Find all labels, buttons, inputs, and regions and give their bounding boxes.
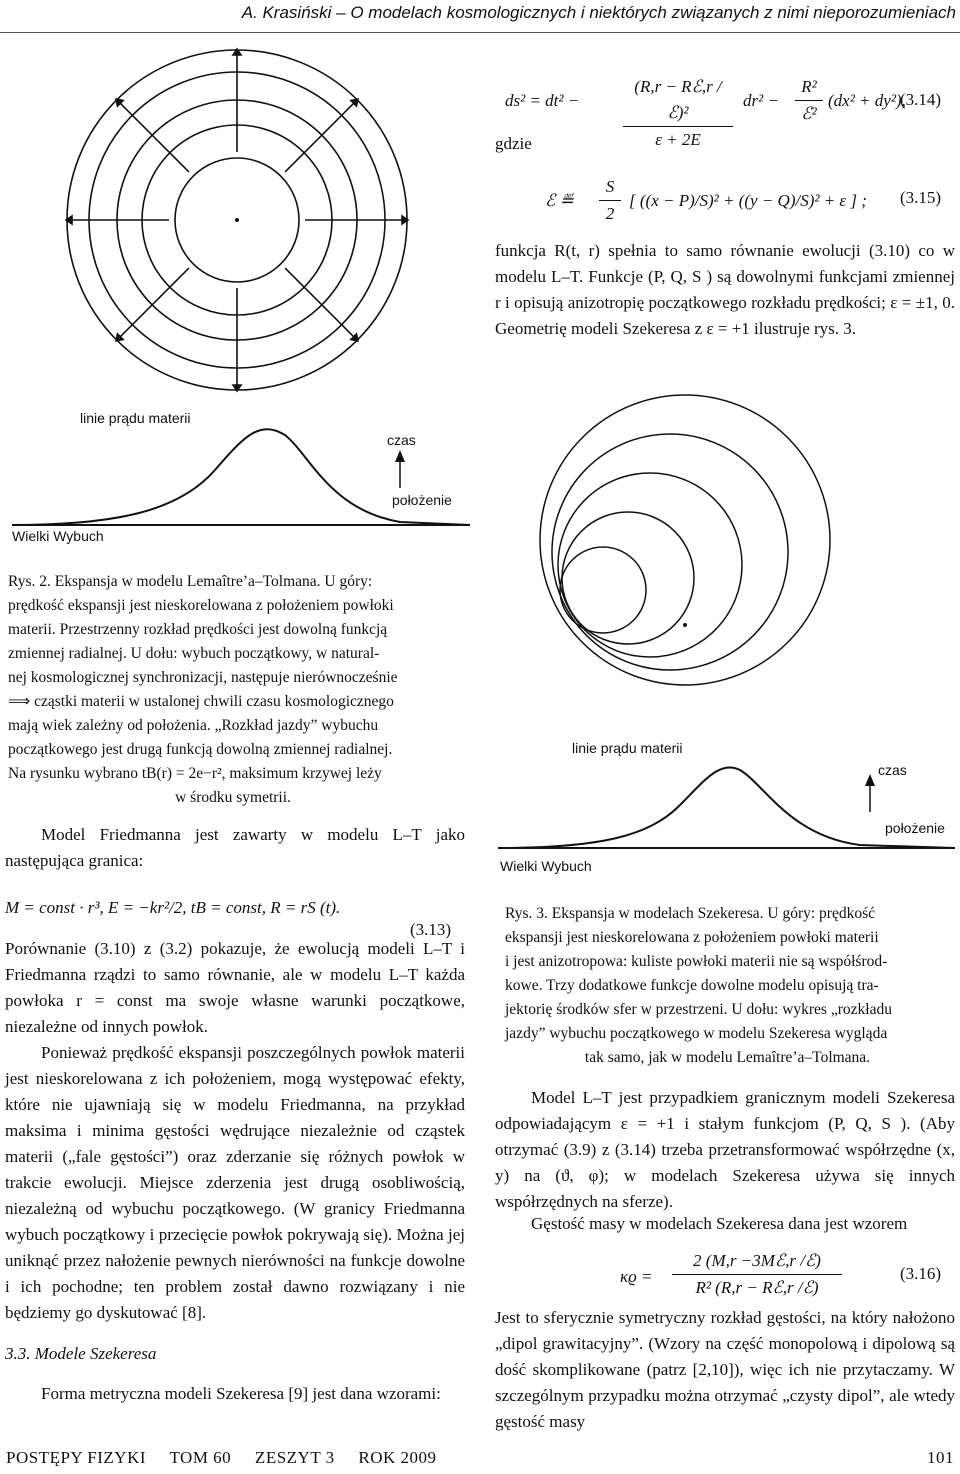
para-because: Ponieważ prędkość ekspansji poszczególnych powłok materii jest nieskorelowana z ich położeniem, mogą występować efekty, które nie ujawniają się w modelu Friedmanna, na przykład maksima i minima gęstości wędrujące niezależnie od cząstek materii („fale gęstości”) oraz zderzanie się różnych powłok w trakcie ewolucji. Miejsce zderzenia jest drugą osobliwością, niezależną od wybuchu początkowego. (W granicy Friedmanna wybuch początkowy i przecięcie powłok pokrywają się). Można jej uniknąć przez nałożenie pewnych nierówności na funkcje dowolne i ich pochodne; ten problem został dawno rozwiązany i nie będziemy go dyskutować [8]. xyxy=(5,1043,465,1322)
fig2-label-time: czas xyxy=(387,432,416,448)
eq-3-14-frac1 xyxy=(623,74,733,153)
eq-3-14-tail: (dx² + dy²), xyxy=(828,91,906,110)
page-footer xyxy=(0,1448,960,1474)
fig2-caption-line: ⟹ cząstki materii w ustalonej chwili czasu kosmologicznego xyxy=(8,693,394,710)
gdzie-label: gdzie xyxy=(495,134,532,153)
eq-3-16-frac xyxy=(672,1248,842,1301)
eq-3-14-lhs: ds² = dt² − xyxy=(505,91,580,110)
fig3-caption-line: ekspansji jest nieskorelowana z położeniem powłoki materii xyxy=(505,929,879,946)
eq-3-15-number: (3.15) xyxy=(900,188,942,207)
eq-3-16-frac-num: 2 (M,r −3Mℰ,r /ℰ) xyxy=(672,1248,842,1275)
eq-3-14-frac2-num: R² xyxy=(795,74,823,101)
eq-3-15-frac xyxy=(599,174,621,227)
fig3-label-time: czas xyxy=(878,762,907,778)
fig2-label-matter: linie prądu materii xyxy=(80,410,191,426)
header-rule xyxy=(0,32,960,33)
fig3-caption xyxy=(505,902,950,1070)
para-friedmann: Model Friedmanna jest zawarty w modelu L–T jako następująca granica: xyxy=(5,825,465,870)
fig2-caption-line: zmiennej radialnej. U dołu: wybuch początkowy, w natural- xyxy=(8,645,380,662)
fig2-concentric-circles xyxy=(0,35,480,405)
eq-3-14-frac2-den: ℰ² xyxy=(801,104,817,123)
fig3-caption-line: Rys. 3. Ekspansja w modelach Szekeresa. U góry: prędkość xyxy=(505,905,875,922)
eq-3-14-mid: dr² − xyxy=(743,91,779,110)
para-model: Model L–T jest przypadkiem granicznym modeli Szekeresa odpowiadającym ε = +1 i stałym funkcjom (P, Q, S ). (Aby otrzymać (3.9) z (3.14) trzeba przetransformować współrzędne (x, y) na (ϑ, φ); w modelach Szekeresa używa się innych współrzędnych na sferze). xyxy=(495,1088,955,1211)
fig2-caption xyxy=(8,570,458,810)
fig2-label-bigbang: Wielki Wybuch xyxy=(12,528,104,544)
radial-arrow-line xyxy=(120,268,189,337)
radial-arrow-line xyxy=(285,268,354,337)
eq-3-13: M = const · r³, E = −kr²/2, tB = const, R = rS (t). xyxy=(5,898,341,917)
eq-3-14-frac2 xyxy=(795,74,823,127)
eq-3-15-body: [ ((x − P)/S)² + ((y − Q)/S)² + ε ] ; xyxy=(629,191,867,210)
eq-3-14-number: (3.14) xyxy=(900,90,942,109)
fig3-label-matter: linie prądu materii xyxy=(572,740,683,756)
right-top-paragraph: funkcja R(t, r) spełnia to samo równanie ewolucji (3.10) co w modelu L–T. Funkcje (P, Q, S ) są dowolnymi funkcjami zmiennej r i opisują anizotropię początkowego rozkładu prędkości; ε = ±1, 0. Geometrię modeli Szekeresa z ε = +1 ilustruje rys. 3. xyxy=(495,241,955,338)
fig2-caption-line: w środku symetrii. xyxy=(175,789,291,806)
fig3-caption-line: kowe. Trzy dodatkowe funkcje dowolne modelu opisują tra- xyxy=(505,977,879,994)
para-metric: Forma metryczna modeli Szekeresa [9] jest dana wzorami: xyxy=(41,1384,441,1403)
para-compare: Porównanie (3.10) z (3.2) pokazuje, że ewolucją modeli L–T i Friedmanna rządzi to samo równanie, ale w modelu L–T każda powłoka r = const ma swoje własne warunki początkowe, niezależne od innych powłok. xyxy=(5,939,465,1036)
eq-3-16-number: (3.16) xyxy=(900,1264,942,1283)
eq-3-16-frac-den: R² (R,r − Rℰ,r /ℰ) xyxy=(695,1278,819,1297)
section-title: 3.3. Modele Szekeresa xyxy=(5,1344,157,1363)
fig3-caption-line: jektorię środków sfer w przestrzeni. U dołu: wykres „rozkładu xyxy=(505,1001,892,1018)
running-header: A. Krasiński – O modelach kosmologicznych i niektórych związanych z nimi nieporozumieniach xyxy=(241,3,956,22)
fig3-caption-line: i jest anizotropowa: kuliste powłoki materii nie są współśrod- xyxy=(505,953,888,970)
para-density: Gęstość masy w modelach Szekeresa dana jest wzorem xyxy=(531,1214,908,1233)
fig2-caption-line: mają wiek zależny od położenia. „Rozkład jazdy” wybuchu xyxy=(8,717,379,734)
fig3-label-position: położenie xyxy=(885,820,945,836)
eq-3-16-lhs: κϱ = xyxy=(620,1267,653,1286)
radial-arrow-line xyxy=(285,103,354,172)
eq-3-15-frac-num: S xyxy=(599,174,621,201)
fig2-caption-line: początkowego jest drugą funkcją dowolną zmiennej radialnej. xyxy=(8,741,393,758)
eq-3-15-frac-den: 2 xyxy=(605,204,615,223)
eq-3-13-number: (3.13) xyxy=(410,920,452,939)
fig2-caption-line: Rys. 2. Ekspansja w modelu Lemaître’a–Tolmana. U góry: xyxy=(8,573,373,590)
fig2-label-position: położenie xyxy=(392,492,452,508)
radial-arrow-line xyxy=(120,103,189,172)
fig2-caption-line: prędkość ekspansji jest nieskorelowana z położeniem powłoki xyxy=(8,597,394,614)
eq-3-14-frac1-num: (R,r − Rℰ,r /ℰ)² xyxy=(623,74,733,127)
eq-3-15 xyxy=(545,172,885,230)
para-after: Jest to sferycznie symetryczny rozkład gęstości, na który nałożono „dipol grawitacyjny”. (Wzory na część monopolową i dipolową są dość skomplikowane (patrz [2,10]), więc ich nie przytaczamy. W szczególnym przypadku można otrzymać „czysty dipol”, ale wtedy gęstość masy xyxy=(495,1308,955,1431)
eq-3-14-frac1-den: ε + 2E xyxy=(655,130,701,149)
fig3-caption-line: jazdy” wybuchu początkowego w modelu Szekeresa wygląda xyxy=(505,1025,888,1042)
eq-3-15-lhs: ℰ ≝ xyxy=(545,191,574,210)
eq-3-16 xyxy=(620,1246,880,1302)
fig3-nonconcentric-circles xyxy=(490,400,960,740)
footer-journal: POSTĘPY FIZYKI TOM 60 ZESZYT 3 ROK 2009 xyxy=(6,1448,437,1467)
fig3-label-bigbang: Wielki Wybuch xyxy=(500,858,592,874)
fig2-caption-line: nej kosmologicznej synchronizacji, następuje nierównocześnie xyxy=(8,669,398,686)
fig2-caption-line: Na rysunku wybrano tB(r) = 2e−r², maksimum krzywej leży xyxy=(8,765,382,782)
fig3-caption-line: tak samo, jak w modelu Lemaître’a–Tolmana. xyxy=(584,1049,871,1066)
footer-page-number: 101 xyxy=(927,1448,954,1467)
fig2-caption-line: materii. Przestrzenny rozkład prędkości jest dowolną funkcją xyxy=(8,621,388,638)
